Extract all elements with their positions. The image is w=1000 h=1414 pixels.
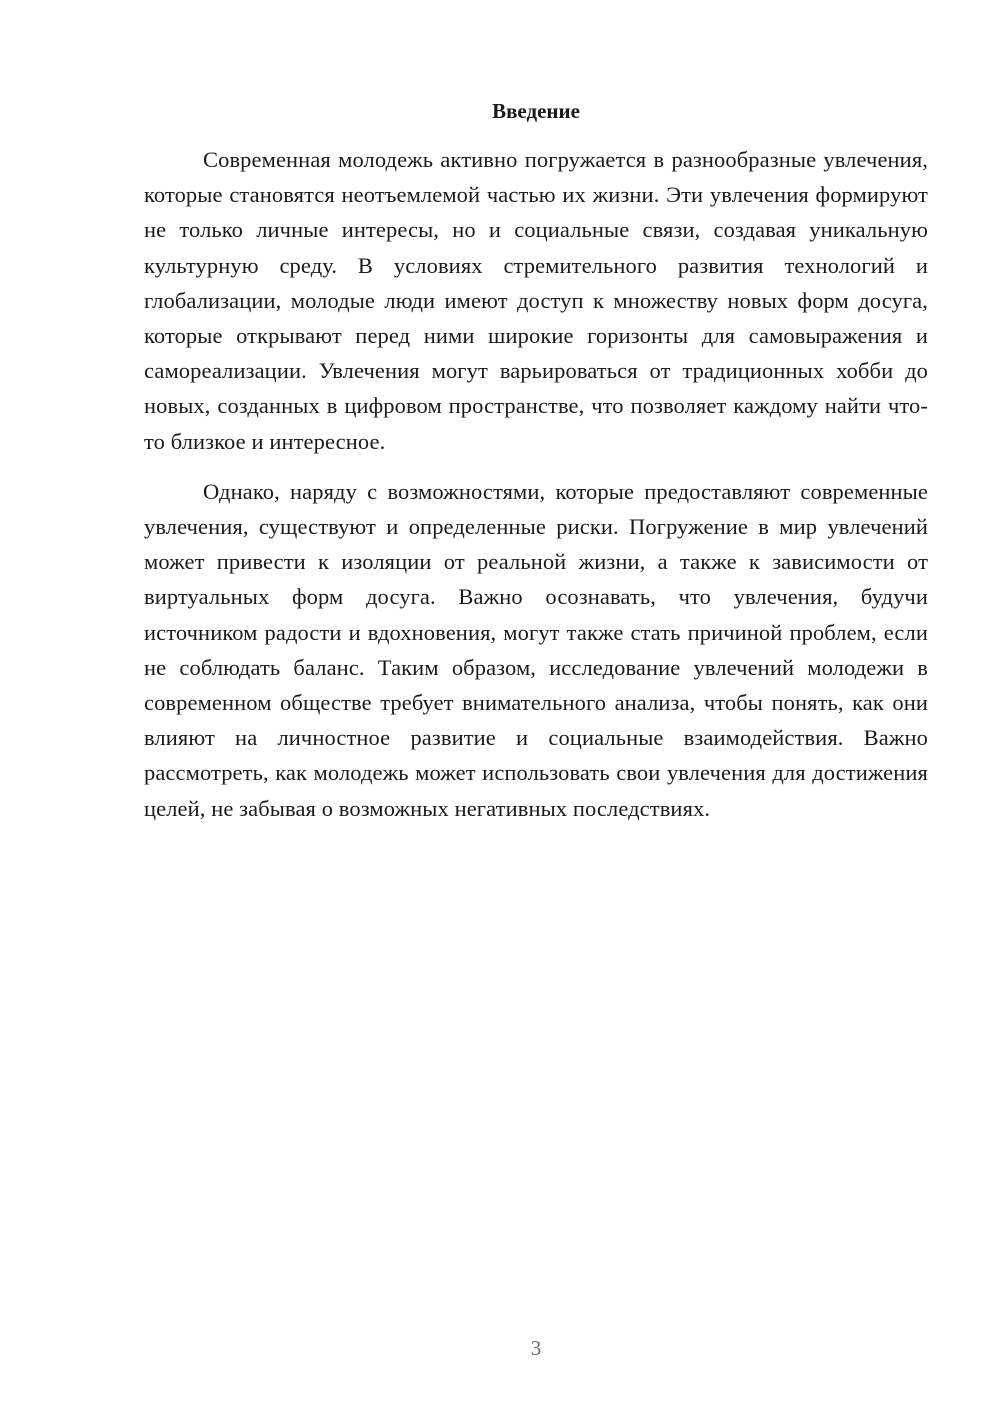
paragraph-2: Однако, наряду с возможностями, которые предоставляют современные увлечения, существуют и определенные риски. Погружение в мир увлечений может привести к изоляции от реальной жизни, а также к зависимости от виртуальных форм досуга. Важно осознавать, что увлечения, будучи источником радости и вдохновения, могут также стать причиной проблем, если не соблюдать баланс. Таким образом, исследование увлечений молодежи в современном обществе требует внимательного анализа, чтобы понять, как они влияют на личностное развитие и социальные взаимодействия. Важно рассмотреть, как молодежь может использовать свои увлечения для достижения целей, не забывая о возможных негативных последствиях.: [144, 478, 928, 821]
section-heading: Введение: [492, 99, 580, 123]
page-number: 3: [530, 1336, 542, 1360]
paragraph-1: Современная молодежь активно погружается в разнообразные увлечения, которые становятся неотъемлемой частью их жизни. Эти увлечения формируют не только личные интересы, но и социальные связи, создавая уникальную культурную среду. В условиях стремительного развития технологий и глобализации, молодые люди имеют доступ к множеству новых форм досуга, которые открывают перед ними широкие горизонты для самовыражения и самореализации. Увлечения могут варьироваться от традиционных хобби до новых, созданных в цифровом пространстве, что позволяет каждому найти что-то близкое и интересное.: [144, 147, 928, 454]
body-text: [144, 142, 928, 841]
